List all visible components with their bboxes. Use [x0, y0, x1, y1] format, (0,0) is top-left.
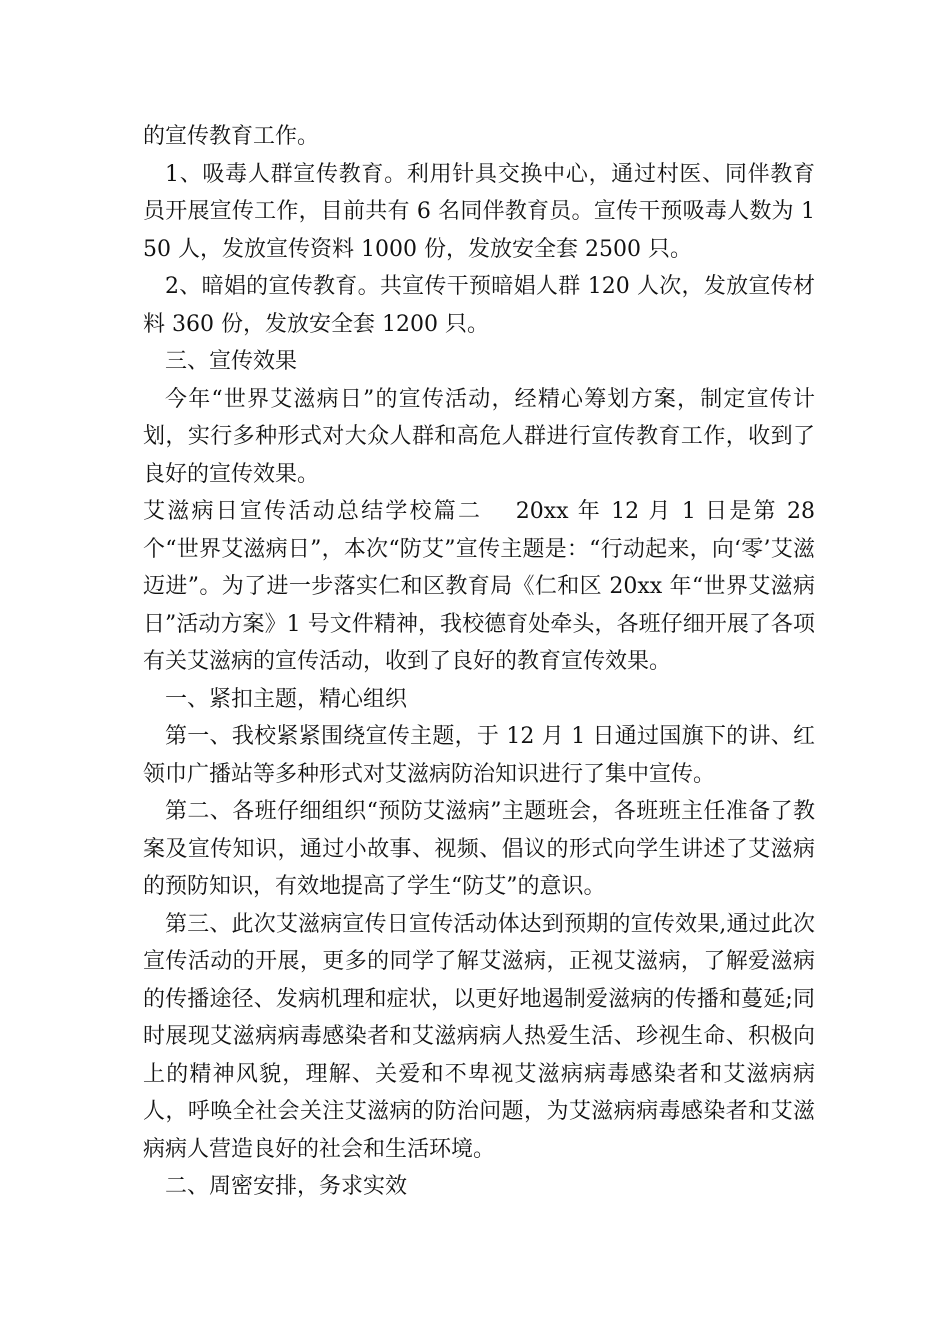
paragraph: 第三、此次艾滋病宣传日宣传活动体达到预期的宣传效果,通过此次宣传活动的开展，更多的同学了解艾滋病，正视艾滋病，了解爱滋病的传播途径、发病机理和症状，以更好地遏制爱滋病的传播和蔓延;同时展现艾滋病病毒感染者和艾滋病病人热爱生活、珍视生命、积极向上的精神风貌，理解、关爱和不卑视艾滋病病毒感染者和艾滋病病人，呼唤全社会关注艾滋病的防治问题，为艾滋病病毒感染者和艾滋病病人营造良好的社会和生活环境。 [143, 911, 815, 1162]
paragraph: 第二、各班仔细组织“预防艾滋病”主题班会，各班班主任准备了教案及宣传知识，通过小故事、视频、倡议的形式向学生讲述了艾滋病的预防知识，有效地提高了学生“防艾”的意识。 [143, 799, 815, 899]
document-body [143, 118, 815, 1206]
section-heading: 三、宣传效果 [165, 349, 298, 374]
paragraph: 今年“世界艾滋病日”的宣传活动，经精心筹划方案，制定宣传计划，实行多种形式对大众人群和高危人群进行宣传教育工作，收到了良好的宣传效果。 [143, 386, 815, 487]
paragraph: 1、吸毒人群宣传教育。利用针具交换中心，通过村医、同伴教育员开展宣传工作，目前共有 6 名同伴教育员。宣传干预吸毒人数为 150 人，发放宣传资料 1000 份，发放安全套 2500 只。 [143, 161, 815, 262]
section-heading: 二、周密安排，务求实效 [165, 1174, 408, 1199]
paragraph: 艾滋病日宣传活动总结学校篇二 20xx 年 12 月 1 日是第 28 个“世界艾滋病日”，本次“防艾”宣传主题是：“行动起来，向‘零’艾滋迈进”。为了进一步落实仁和区教育局《仁和区 20xx 年“世界艾滋病日”活动方案》1 号文件精神，我校德育处牵头，各班仔细开展了各项有关艾滋病的宣传活动，收到了良好的教育宣传效果。 [143, 499, 815, 674]
section-heading: 一、紧扣主题，精心组织 [165, 686, 408, 712]
paragraph: 2、暗娼的宣传教育。共宣传干预暗娼人群 120 人次，发放宣传材料 360 份，发放安全套 1200 只。 [143, 274, 815, 337]
paragraph: 第一、我校紧紧围绕宣传主题，于 12 月 1 日通过国旗下的讲、红领巾广播站等多种形式对艾滋病防治知识进行了集中宣传。 [143, 724, 815, 787]
paragraph: 的宣传教育工作。 [143, 124, 320, 149]
